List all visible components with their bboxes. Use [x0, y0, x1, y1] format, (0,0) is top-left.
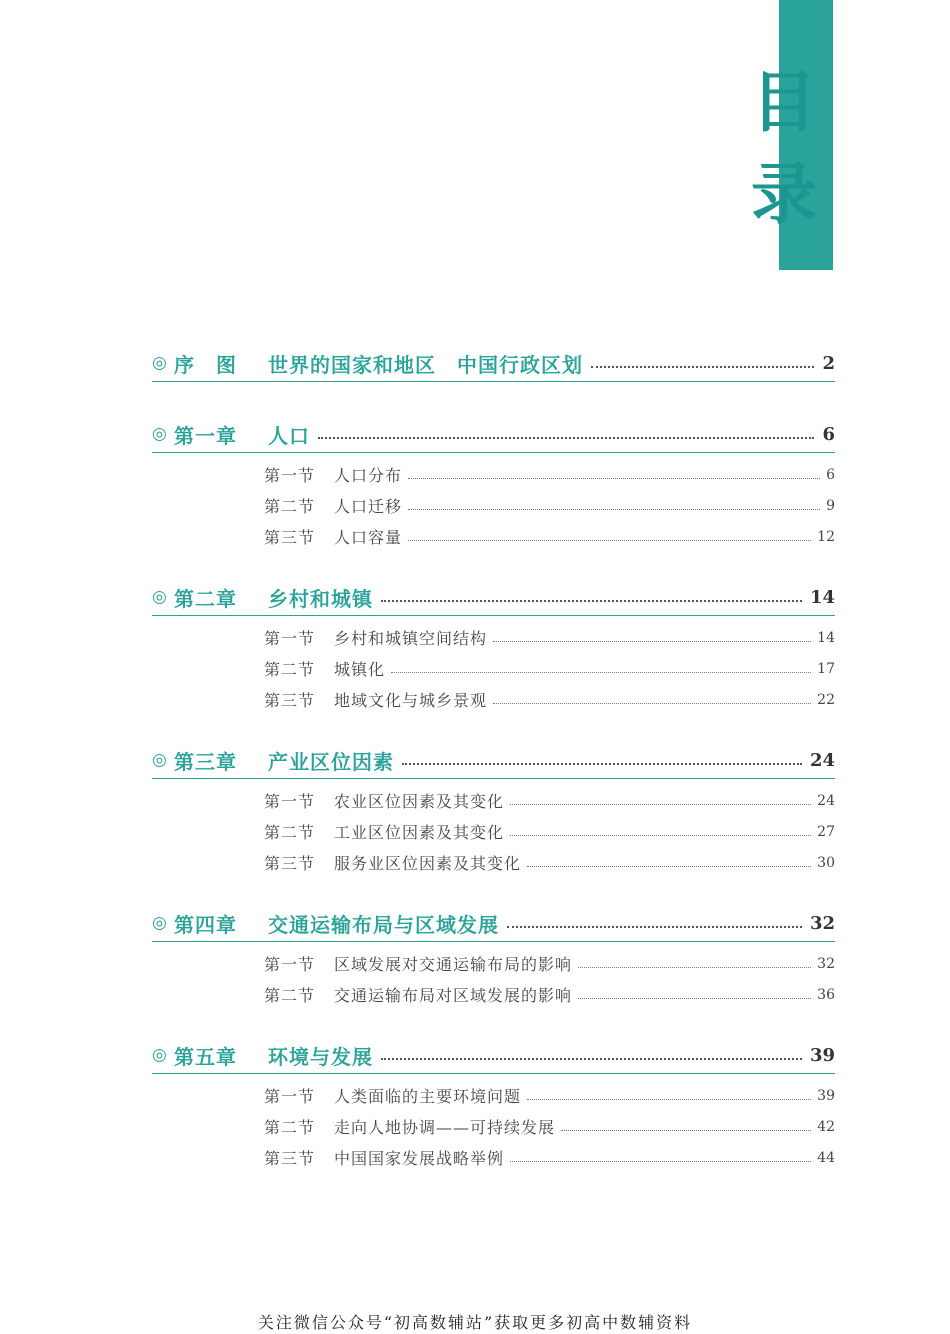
section-page: 12: [817, 528, 835, 545]
toc-chapter: [152, 905, 835, 1010]
section-title: 人口分布: [334, 466, 403, 485]
toc-sections: [152, 1074, 835, 1173]
toc-chapter-row[interactable]: [152, 345, 835, 382]
dot-leader: [408, 540, 811, 541]
chapter-title: 交通运输布局与区域发展: [268, 912, 499, 937]
chapter-title: 乡村和城镇: [268, 586, 373, 611]
chapter-label: 第五章: [174, 1044, 237, 1069]
section-page: 36: [817, 986, 835, 1003]
section-page: 9: [826, 497, 835, 514]
section-page: 6: [826, 466, 835, 483]
section-title: 走向人地协调——可持续发展: [334, 1118, 556, 1137]
dot-leader: [578, 967, 811, 968]
section-page: 17: [817, 660, 835, 677]
toc-section-row[interactable]: [264, 816, 835, 847]
chapter-page: 24: [809, 749, 835, 771]
dot-leader: [510, 804, 811, 805]
toc-chapter: [152, 579, 835, 715]
section-title: 地域文化与城乡景观: [334, 691, 488, 710]
toc-section-row[interactable]: [264, 1080, 835, 1111]
section-label: 第一节: [264, 629, 316, 648]
footer-note: 关注微信公众号“初高数辅站”获取更多初高中数辅资料: [257, 1313, 693, 1332]
section-title: 服务业区位因素及其变化: [334, 854, 522, 873]
section-label: 第二节: [264, 1118, 316, 1137]
toc-chapter-row[interactable]: [152, 579, 835, 616]
dot-leader: [527, 866, 811, 867]
section-label: 第一节: [264, 955, 316, 974]
toc-chapter: [152, 345, 835, 382]
section-label: 第一节: [264, 466, 316, 485]
chapter-label: 第四章: [174, 912, 237, 937]
chapter-label: 第一章: [174, 423, 237, 448]
section-label: 第二节: [264, 823, 316, 842]
chapter-page: 14: [809, 586, 835, 608]
dot-leader: [408, 509, 820, 510]
section-title: 中国国家发展战略举例: [334, 1149, 505, 1168]
section-label: 第三节: [264, 854, 316, 873]
chapter-title: 人口: [268, 423, 310, 448]
section-label: 第二节: [264, 497, 316, 516]
section-page: 22: [817, 691, 835, 708]
dot-leader: [527, 1099, 811, 1100]
section-page: 30: [817, 854, 835, 871]
dot-leader: [507, 926, 802, 928]
section-title: 交通运输布局对区域发展的影响: [334, 986, 573, 1005]
toc-section-row[interactable]: [264, 1111, 835, 1142]
dot-leader: [381, 600, 802, 602]
section-label: 第三节: [264, 691, 316, 710]
chapter-page: 6: [822, 423, 835, 445]
section-title: 工业区位因素及其变化: [334, 823, 505, 842]
toc-chapter: [152, 416, 835, 552]
section-title: 人类面临的主要环境问题: [334, 1087, 522, 1106]
section-label: 第一节: [264, 1087, 316, 1106]
section-title: 人口迁移: [334, 497, 403, 516]
toc-section-row[interactable]: [264, 847, 835, 878]
toc-sections: [152, 942, 835, 1010]
dot-leader: [493, 703, 811, 704]
toc-section-row[interactable]: [264, 521, 835, 552]
toc-section-row[interactable]: [264, 785, 835, 816]
toc-chapter-row[interactable]: [152, 742, 835, 779]
chapter-label: 第二章: [174, 586, 237, 611]
dot-leader: [408, 478, 820, 479]
bullet-icon: ◎: [152, 1045, 167, 1065]
dot-leader: [510, 835, 811, 836]
toc-chapter-row[interactable]: [152, 416, 835, 453]
section-title: 乡村和城镇空间结构: [334, 629, 488, 648]
bullet-icon: ◎: [152, 913, 167, 933]
toc-sections: [152, 779, 835, 878]
bullet-icon: ◎: [152, 424, 167, 444]
section-title: 人口容量: [334, 528, 403, 547]
section-page: 39: [817, 1087, 835, 1104]
section-title: 城镇化: [334, 660, 386, 679]
section-page: 44: [817, 1149, 835, 1166]
toc-sections: [152, 453, 835, 552]
dot-leader: [510, 1161, 811, 1162]
section-page: 24: [817, 792, 835, 809]
toc-chapter: [152, 1037, 835, 1173]
toc-chapter-row[interactable]: [152, 905, 835, 942]
toc-section-row[interactable]: [264, 459, 835, 490]
dot-leader: [578, 998, 811, 999]
chapter-page: 39: [809, 1044, 835, 1066]
toc-section-row[interactable]: [264, 622, 835, 653]
chapter-label: 序 图: [174, 352, 237, 377]
toc-section-row[interactable]: [264, 684, 835, 715]
chapter-page: 2: [822, 352, 835, 374]
toc-sections: [152, 616, 835, 715]
contents-heading-char-2: 录: [751, 156, 817, 233]
section-label: 第二节: [264, 660, 316, 679]
section-label: 第一节: [264, 792, 316, 811]
chapter-title: 产业区位因素: [268, 749, 394, 774]
section-label: 第三节: [264, 528, 316, 547]
section-title: 农业区位因素及其变化: [334, 792, 505, 811]
bullet-icon: ◎: [152, 750, 167, 770]
section-label: 第三节: [264, 1149, 316, 1168]
section-title: 区域发展对交通运输布局的影响: [334, 955, 573, 974]
toc-section-row[interactable]: [264, 979, 835, 1010]
section-page: 27: [817, 823, 835, 840]
toc-section-row[interactable]: [264, 1142, 835, 1173]
dot-leader: [391, 672, 811, 673]
section-page: 32: [817, 955, 835, 972]
dot-leader: [402, 763, 802, 765]
dot-leader: [561, 1130, 811, 1131]
toc-section-row[interactable]: [264, 948, 835, 979]
dot-leader: [493, 641, 811, 642]
chapter-title: 环境与发展: [268, 1044, 373, 1069]
toc-chapter: [152, 742, 835, 878]
toc-chapter-row[interactable]: [152, 1037, 835, 1074]
section-page: 42: [817, 1118, 835, 1135]
bullet-icon: ◎: [152, 353, 167, 373]
toc-section-row[interactable]: [264, 653, 835, 684]
dot-leader: [591, 366, 814, 368]
bullet-icon: ◎: [152, 587, 167, 607]
chapter-label: 第三章: [174, 749, 237, 774]
section-label: 第二节: [264, 986, 316, 1005]
table-of-contents: [152, 345, 835, 1173]
section-page: 14: [817, 629, 835, 646]
toc-section-row[interactable]: [264, 490, 835, 521]
contents-heading-char-1: 目: [751, 64, 817, 141]
chapter-page: 32: [809, 912, 835, 934]
dot-leader: [381, 1058, 802, 1060]
dot-leader: [318, 437, 814, 439]
chapter-title: 世界的国家和地区 中国行政区划: [268, 352, 583, 377]
